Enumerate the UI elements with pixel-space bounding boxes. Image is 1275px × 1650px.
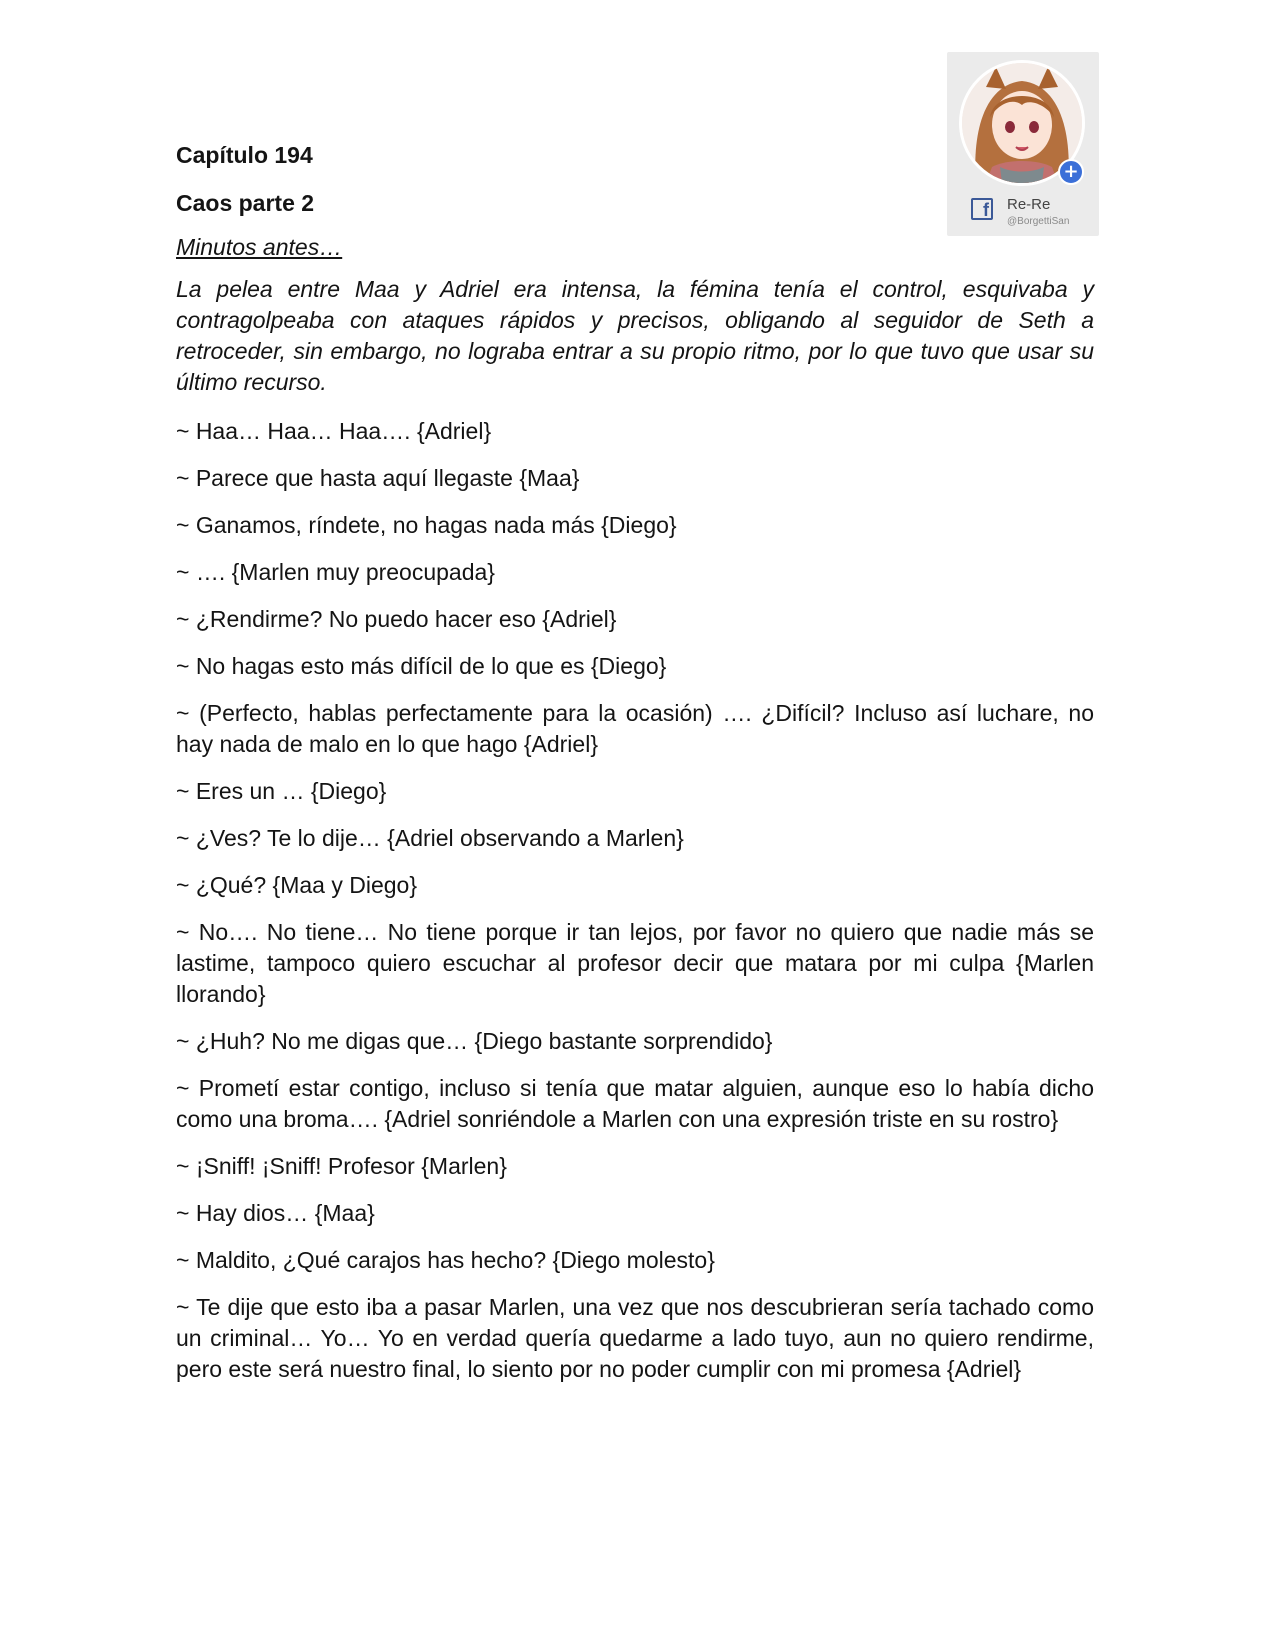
author-handle: @BorgettiSan: [1007, 216, 1070, 227]
plus-icon[interactable]: +: [1058, 159, 1084, 185]
dialogue-line: ~ No…. No tiene… No tiene porque ir tan lejos, por favor no quiero que nadie más se lastime, tampoco quiero escuchar al profesor decir que matara por mi culpa {Marlen llorando}: [176, 919, 1094, 1007]
dialogue-line: ~ ¿Huh? No me digas que… {Diego bastante sorprendido}: [176, 1028, 773, 1054]
chapter-title: Capítulo 194: [176, 142, 313, 168]
dialogue-line: ~ (Perfecto, hablas perfectamente para la ocasión) …. ¿Difícil? Incluso así luchare, no hay nada de malo en lo que hago {Adriel}: [176, 700, 1094, 757]
dialogue-line: ~ ¿Qué? {Maa y Diego}: [176, 872, 418, 898]
dialogue-line: ~ Eres un … {Diego}: [176, 778, 387, 804]
document-body: [176, 140, 1094, 1401]
dialogue-line: ~ Ganamos, ríndete, no hagas nada más {Diego}: [176, 512, 677, 538]
dialogue-line: ~ ¿Rendirme? No puedo hacer eso {Adriel}: [176, 606, 617, 632]
author-name: Re-Re: [1007, 196, 1051, 213]
dialogue-line: ~ Hay dios… {Maa}: [176, 1200, 375, 1226]
narration-paragraph: La pelea entre Maa y Adriel era intensa, la fémina tenía el control, esquivaba y contragolpeaba con ataques rápidos y precisos, obligando al seguidor de Seth a retroceder, sin embargo, no lograba entrar a su propio ritmo, por lo que tuvo que usar su último recurso.: [176, 276, 1094, 395]
dialogue-list: [176, 416, 1094, 1385]
dialogue-line: ~ No hagas esto más difícil de lo que es {Diego}: [176, 653, 667, 679]
dialogue-line: ~ ¿Ves? Te lo dije… {Adriel observando a Marlen}: [176, 825, 684, 851]
dialogue-line: ~ Maldito, ¿Qué carajos has hecho? {Diego molesto}: [176, 1247, 715, 1273]
dialogue-line: ~ Te dije que esto iba a pasar Marlen, una vez que nos descubrieran sería tachado como un criminal… Yo… Yo en verdad quería quedarme a lado tuyo, aun no quiero rendirme, pero este será nuestro final, lo siento por no poder cumplir con mi promesa {Adriel}: [176, 1294, 1094, 1382]
dialogue-line: ~ Parece que hasta aquí llegaste {Maa}: [176, 465, 580, 491]
dialogue-line: ~ Haa… Haa… Haa…. {Adriel}: [176, 418, 492, 444]
dialogue-line: ~ ¡Sniff! ¡Sniff! Profesor {Marlen}: [176, 1153, 507, 1179]
dialogue-line: ~ …. {Marlen muy preocupada}: [176, 559, 495, 585]
facebook-icon[interactable]: f: [971, 198, 993, 220]
chapter-subtitle: Caos parte 2: [176, 190, 315, 216]
dialogue-line: ~ Prometí estar contigo, incluso si tenía que matar alguien, aunque eso lo había dicho como una broma…. {Adriel sonriéndole a Marlen con una expresión triste en su rostro}: [176, 1075, 1094, 1132]
time-marker: Minutos antes…: [176, 234, 343, 260]
